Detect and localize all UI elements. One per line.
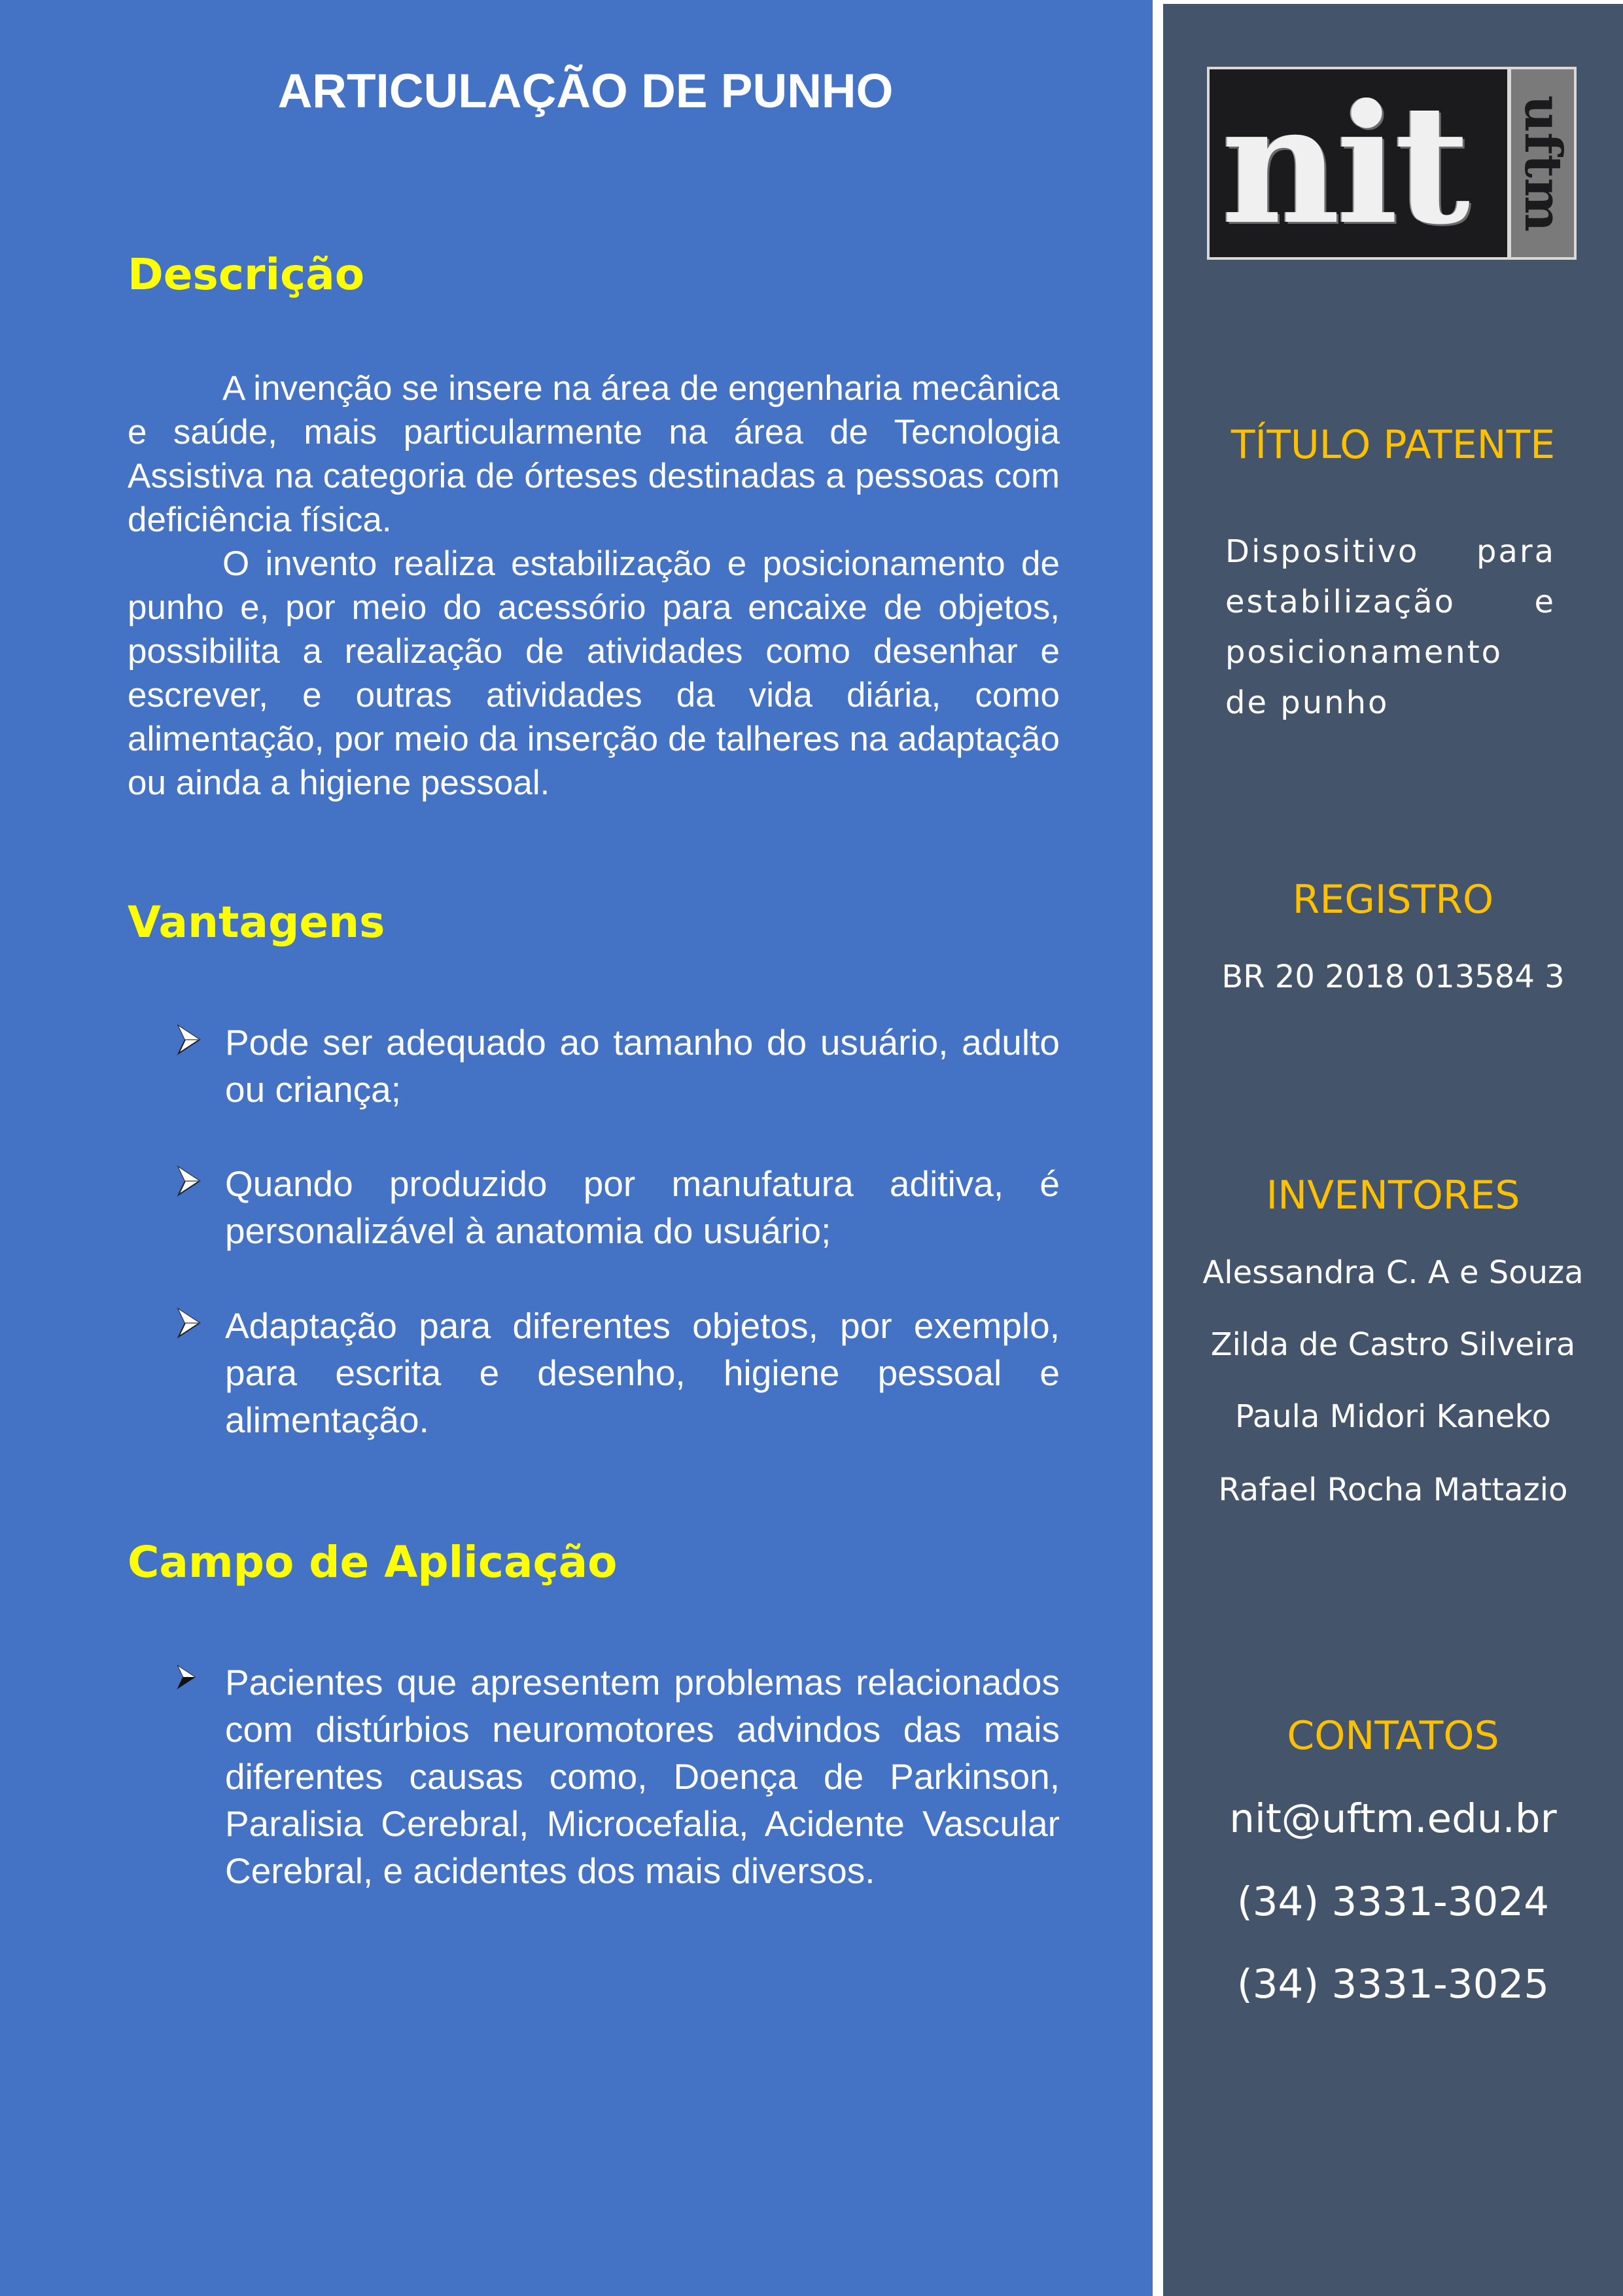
titulo-patente-text: Dispositivo para estabilização e posicionamento de punho: [1225, 533, 1556, 721]
vantagens-heading: Vantagens: [128, 897, 385, 947]
contact-phone: (34) 3331-3025: [1236, 1961, 1550, 2007]
vantagens-item-3: [177, 1302, 1060, 1443]
arrow-bullet-icon: [177, 1024, 225, 1055]
logo-side-text: uftm: [1513, 95, 1573, 232]
descricao-paragraph-1: A invenção se insere na área de engenharia mecânica e saúde, mais particularmente na área de Tecnologia Assistiva na categoria de órteses destinadas a pessoas com deficiência física.: [128, 369, 1060, 539]
titulo-patente-heading: TÍTULO PATENTE: [1230, 422, 1556, 468]
inventores-heading: INVENTORES: [1266, 1173, 1520, 1218]
arrow-bullet-icon: [177, 1307, 225, 1339]
logo-side-band: [1507, 69, 1574, 257]
contact-email: nit@uftm.edu.br: [1229, 1795, 1557, 1842]
nit-uftm-logo: [1207, 67, 1577, 260]
campo-heading: Campo de Aplicação: [128, 1537, 618, 1587]
inventor-name: Paula Midori Kaneko: [1235, 1398, 1551, 1435]
logo-main-text: nit: [1221, 68, 1467, 260]
vantagens-item-text: Adaptação para diferentes objetos, por exemplo, para escrita e desenho, higiene pessoal e alimentação.: [225, 1305, 1060, 1440]
arrow-bullet-icon: [177, 1165, 225, 1197]
descricao-heading: Descrição: [128, 249, 365, 300]
vantagens-item-2: [177, 1160, 1060, 1254]
inventor-name: Zilda de Castro Silveira: [1210, 1326, 1576, 1363]
vantagens-item-1: [177, 1019, 1060, 1113]
right-panel: [1163, 4, 1623, 2296]
descricao-paragraph-2: O invento realiza estabilização e posicionamento de punho e, por meio do acessório para encaixe de objetos, possibilita a realização de atividades como desenhar e escrever, e outras atividades da vida diária, como alimentação, por meio da inserção de talheres na adaptação ou ainda a higiene pessoal.: [128, 544, 1060, 802]
contatos-heading: CONTATOS: [1287, 1713, 1499, 1759]
arrow-bullet-icon: [177, 1664, 225, 1690]
vantagens-item-text: Pode ser adequado ao tamanho do usuário, adulto ou criança;: [225, 1022, 1060, 1110]
registro-number: BR 20 2018 013584 3: [1221, 959, 1565, 995]
vantagens-item-text: Quando produzido por manufatura aditiva, é personalizável à anatomia do usuário;: [225, 1163, 1060, 1251]
registro-heading: REGISTRO: [1292, 877, 1494, 923]
inventor-name: Rafael Rocha Mattazio: [1218, 1472, 1568, 1508]
campo-item-1: [177, 1659, 1060, 1894]
inventor-name: Alessandra C. A e Souza: [1202, 1254, 1584, 1291]
campo-item-text: Pacientes que apresentem problemas relacionados com distúrbios neuromotores advindos das mais diferentes causas como, Doença de Parkinson, Paralisia Cerebral, Microcefalia, Acidente Vascular Cerebral, e acidentes dos mais diversos.: [225, 1662, 1060, 1891]
page-title: ARTICULAÇÃO DE PUNHO: [277, 65, 894, 118]
contact-phone: (34) 3331-3024: [1236, 1879, 1550, 1925]
